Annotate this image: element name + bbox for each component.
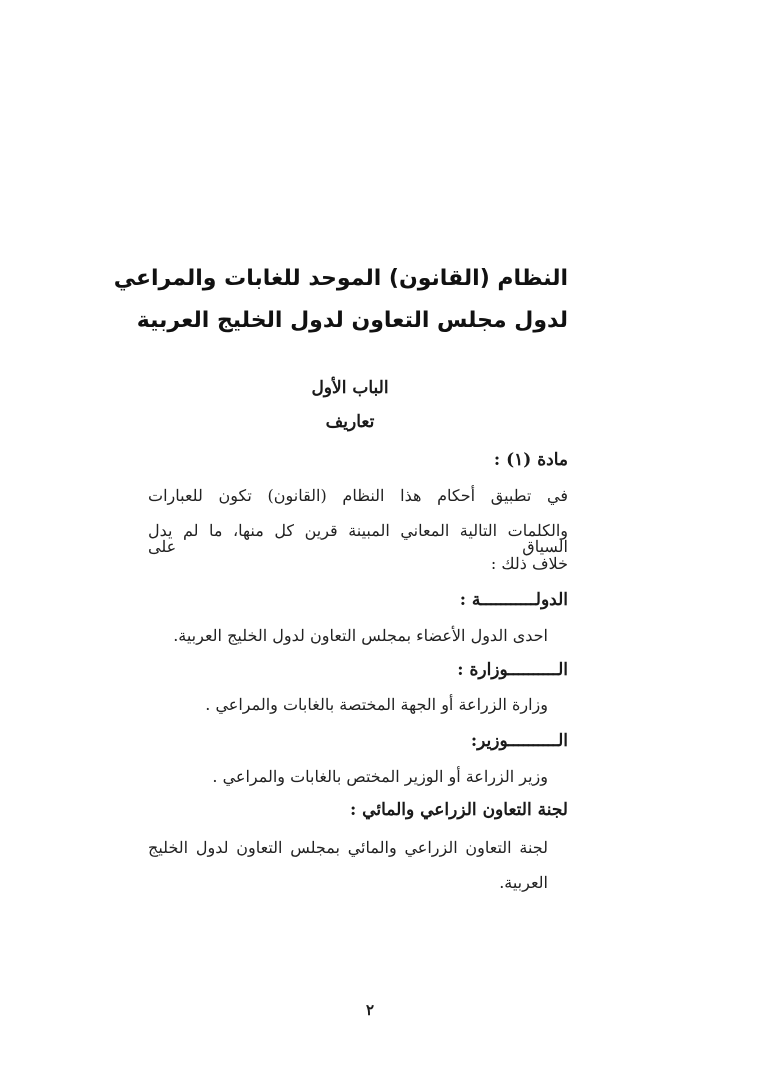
definition-text-minister: وزير الزراعة أو الوزير المختص بالغابات والمراعي . bbox=[212, 767, 548, 786]
article-intro-line-1: في تطبيق أحكام هذا النظام (القانون) تكون للعبارات bbox=[148, 486, 568, 505]
page-number: ٢ bbox=[365, 1001, 375, 1019]
document-title-line-1: النظام (القانون) الموحد للغابات والمراعي bbox=[113, 266, 568, 291]
definition-text-committee-line-1: لجنة التعاون الزراعي والمائي بمجلس التعاون لدول الخليج bbox=[148, 838, 548, 857]
definition-term-state: الدولـــــــــــة : bbox=[459, 590, 568, 610]
definition-term-minister: الــــــــــوزير: bbox=[470, 731, 568, 751]
article-intro-line-3: خلاف ذلك : bbox=[490, 554, 568, 573]
section-heading: تعاريف bbox=[325, 412, 375, 432]
article-intro-line-2: والكلمات التالية المعاني المبينة قرين كل منها، ما لم يدل السياق على bbox=[148, 521, 568, 556]
document-title-line-2: لدول مجلس التعاون لدول الخليج العربية bbox=[136, 308, 568, 333]
chapter-heading: الباب الأول bbox=[311, 378, 389, 398]
definition-text-state: احدى الدول الأعضاء بمجلس التعاون لدول الخليج العربية. bbox=[173, 626, 548, 645]
definition-text-committee-line-2: العربية. bbox=[499, 873, 548, 892]
definition-term-committee: لجنة التعاون الزراعي والمائي : bbox=[349, 800, 568, 820]
article-heading: مادة (١) : bbox=[493, 450, 568, 470]
definition-text-ministry: وزارة الزراعة أو الجهة المختصة بالغابات والمراعي . bbox=[205, 695, 548, 714]
definition-term-ministry: الــــــــــوزارة : bbox=[457, 660, 568, 680]
